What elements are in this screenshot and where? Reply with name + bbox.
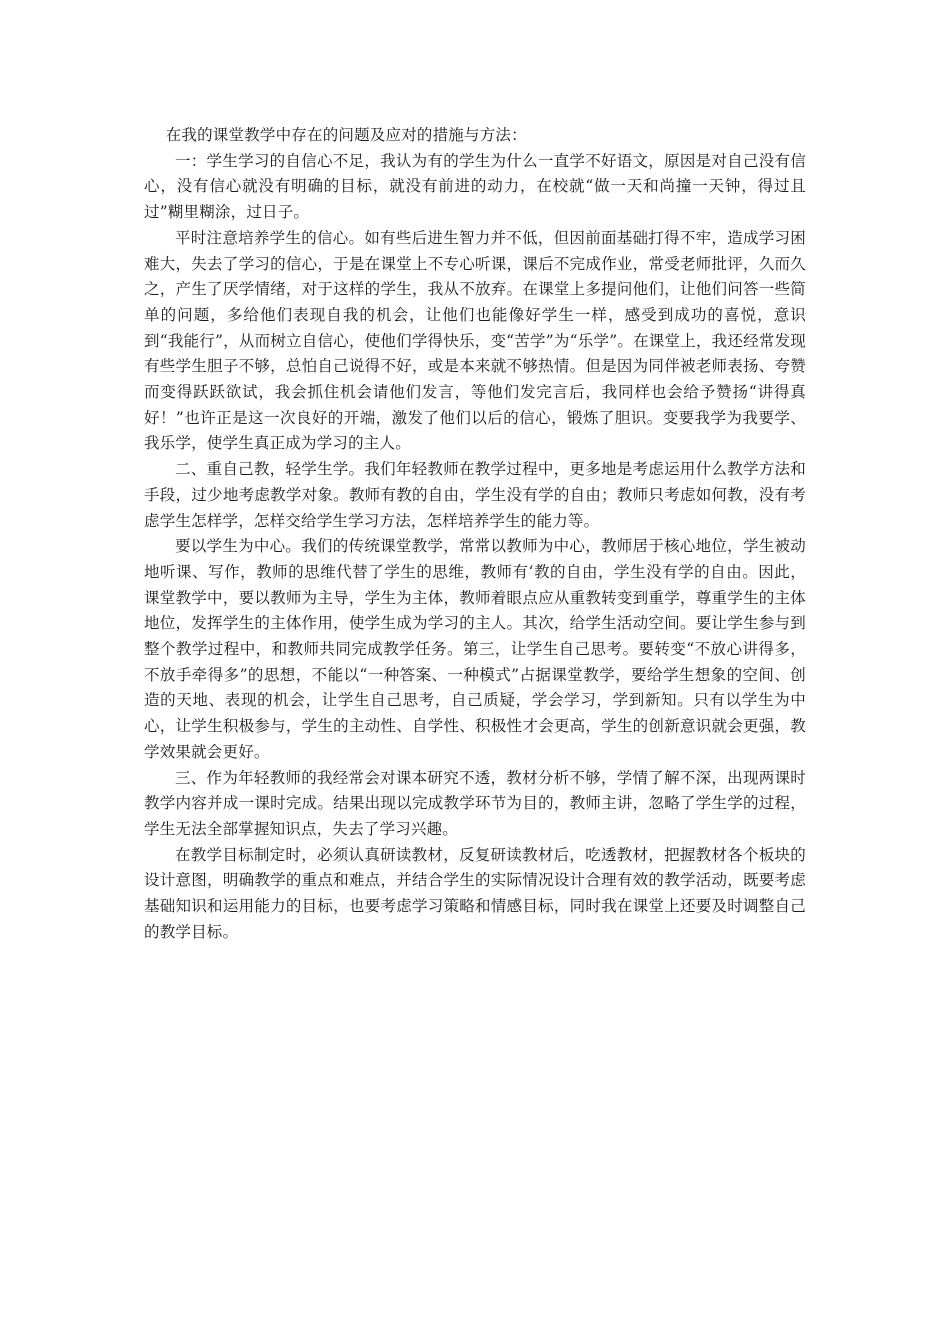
document-body: [144, 123, 806, 946]
paragraph-confidence: 平时注意培养学生的信心。如有些后进生智力并不低，但因前面基础打得不牢，造成学习困难大，失去了学习的信心，于是在课堂上不专心听课，课后不完成作业，常受老师批评，久而久之，产生了厌学情绪，对于这样的学生，我从不放弃。在课堂上多提问他们，让他们问答一些简单的问题，多给他们表现自我的机会，让他们也能像好学生一样，感受到成功的喜悦，意识到“我能行”，从而树立自信心，使他们学得快乐，变“苦学”为“乐学”。在课堂上，我还经常发现有些学生胆子不够，总怕自己说得不好，或是本来就不够热情。但是因为同伴被老师表扬、夸赞而变得跃跃欲试，我会抓住机会请他们发言，等他们发完言后，我同样也会给予赞扬“讲得真好！”也许正是这一次良好的开端，激发了他们以后的信心，锻炼了胆识。变要我学为我要学、我乐学，使学生真正成为学习的主人。: [144, 228, 806, 453]
paragraph-student-centered: 要以学生为中心。我们的传统课堂教学，常常以教师为中心，教师居于核心地位，学生被动地听课、写作，教师的思维代替了学生的思维，教师有‘教的自由，学生没有学的自由。因此，课堂教学中，要以教师为主导，学生为主体，教师着眼点应从重教转变到重学，尊重学生的主体地位，发挥学生的主体作用，使学生成为学习的主人。其次，给学生活动空间。要让学生参与到整个教学过程中，和教师共同完成教学任务。第三，让学生自己思考。要转变“不放心讲得多，不放手牵得多”的思想，不能以“一种答案、一种模式”占据课堂教学，要给学生想象的空间、创造的天地、表现的机会，让学生自己思考，自己质疑，学会学习，学到新知。只有以学生为中心，让学生积极参与，学生的主动性、自学性、积极性才会更高，学生的创新意识就会更强，教学效果就会更好。: [144, 537, 806, 761]
paragraph-problem-3: 三、作为年轻教师的我经常会对课本研究不透，教材分析不够，学情了解不深，出现两课时教学内容并成一课时完成。结果出现以完成教学环节为目的，教师主讲，忽略了学生学的过程，学生无法全部掌握知识点，失去了学习兴趣。: [144, 768, 806, 838]
paragraph-teaching-goals: 在教学目标制定时，必须认真研读教材，反复研读教材后，吃透教材，把握教材各个板块的设计意图，明确教学的重点和难点，并结合学生的实际情况设计合理有效的教学活动，既要考虑基础知识和运用能力的目标，也要考虑学习策略和情感目标，同时我在课堂上还要及时调整自己的教学目标。: [144, 845, 806, 941]
intro-line: 在我的课堂教学中存在的问题及应对的措施与方法：: [165, 126, 527, 144]
paragraph-problem-1: 一：学生学习的自信心不足，我认为有的学生为什么一直学不好语文，原因是对自己没有信心，没有信心就没有明确的目标，就没有前进的动力，在校就“做一天和尚撞一天钟，得过且过”糊里糊涂，过日子。: [144, 151, 806, 222]
paragraph-problem-2: 二、重自己教，轻学生学。我们年轻教师在教学过程中，更多地是考虑运用什么教学方法和手段，过少地考虑教学对象。教师有教的自由，学生没有学的自由；教师只考虑如何教，没有考虑学生怎样学，怎样交给学生学习方法，怎样培养学生的能力等。: [144, 460, 806, 530]
